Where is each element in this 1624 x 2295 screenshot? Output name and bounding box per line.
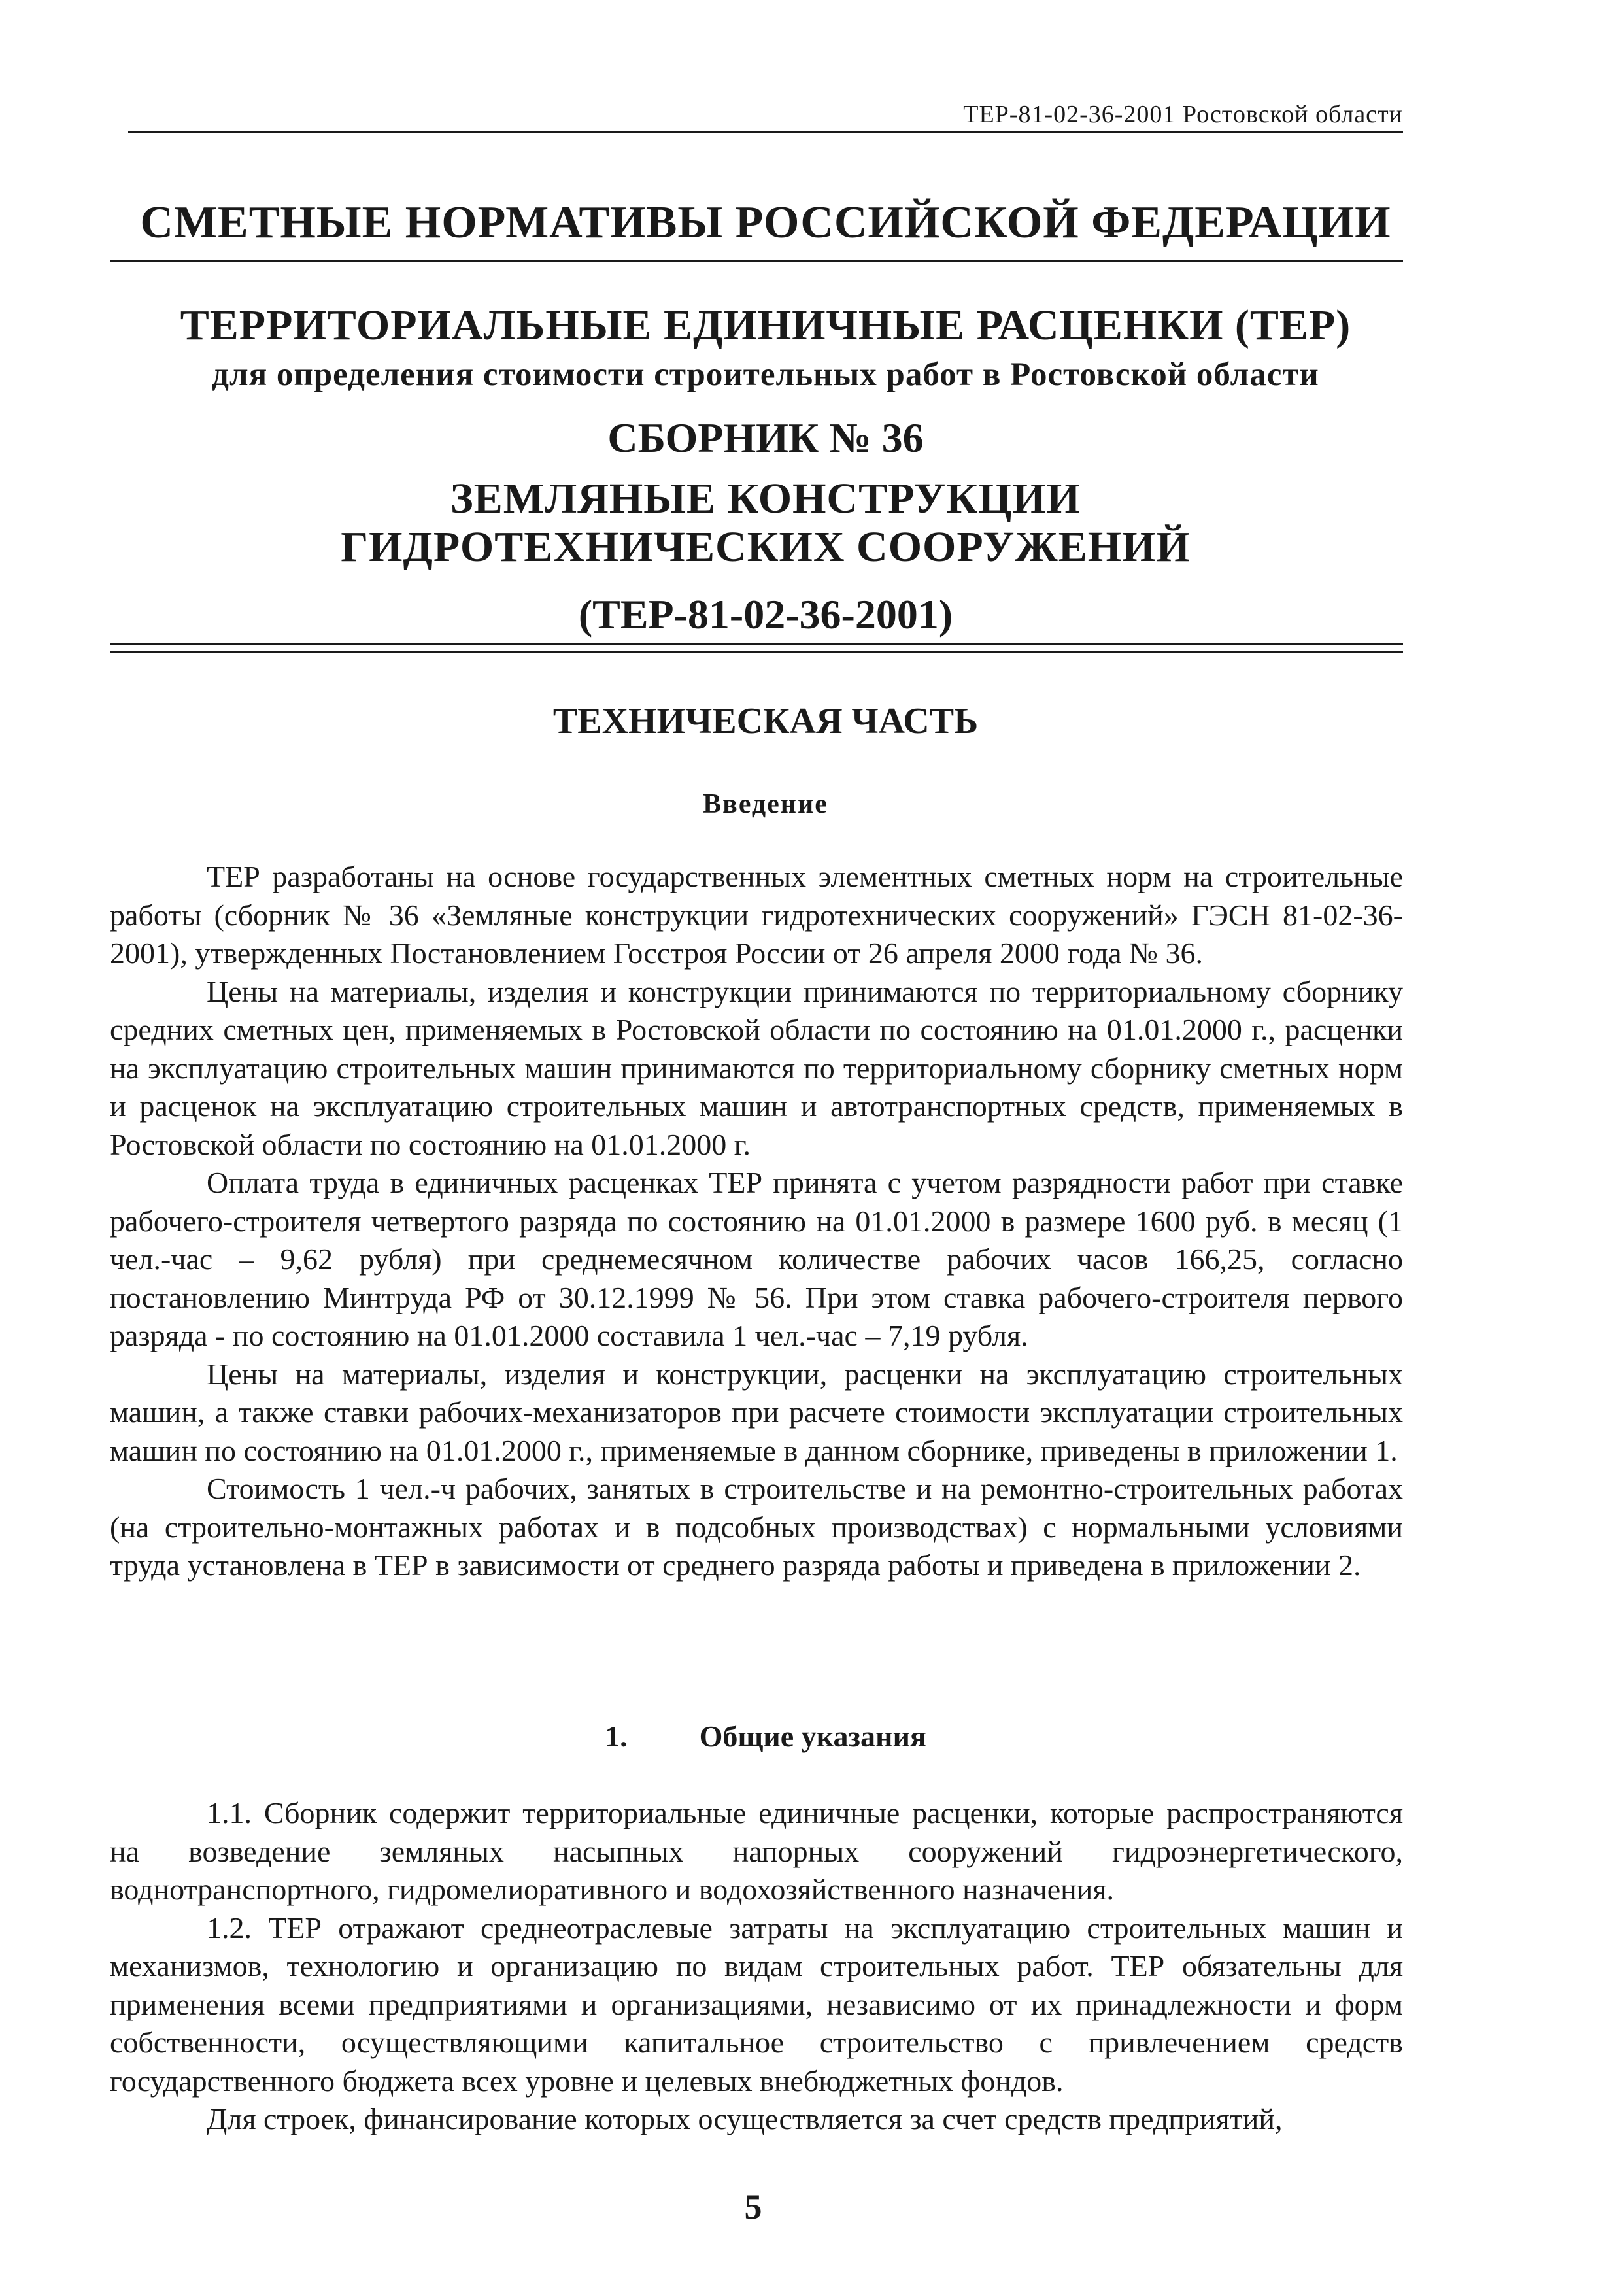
double-divider-top [110, 643, 1403, 645]
collection-title-line-1: ЗЕМЛЯНЫЕ КОНСТРУКЦИИ [450, 475, 1081, 522]
intro-paragraph: Оплата труда в единичных расценках ТЕР принята с учетом разрядности работ при ставке рабочего-строителя четвертого разряда по состоянию на 01.01.2000 в размере 1600 руб. в месяц (1 чел.-час – 9,62 рубля) при среднемесячном количестве рабочих часов 166,25, согласно постановлению Минтруда РФ от 30.12.1999 № 56. При этом ставка рабочего-строителя первого разряда - по состоянию на 01.01.2000 составила 1 чел.-час – 7,19 рубля. [110, 1166, 1403, 1352]
section-title: Общие указания [699, 1720, 926, 1753]
ter-subtitle: для определения стоимости строительных работ в Ростовской области [212, 356, 1319, 393]
intro-heading: Введение [703, 789, 828, 819]
general-paragraph: 1.2. ТЕР отражают среднеотраслевые затраты на эксплуатацию строительных машин и механизмов, технологию и организацию по видам строительных работ. ТЕР обязательны для применения всеми предприятиями и организациями, независимо от их принадлежности и форм собственности, осуществляющими капитальное строительство с привлечением средств государственного бюджета всех уровне и целевых внебюджетных фондов. [110, 1911, 1403, 2098]
technical-part-heading: ТЕХНИЧЕСКАЯ ЧАСТЬ [552, 701, 979, 741]
running-header-text: ТЕР-81-02-36-2001 Ростовской области [963, 101, 1403, 128]
general-paragraph: 1.1. Сборник содержит территориальные единичные расценки, которые распространяются на возведение земляных насыпных напорных сооружений гидроэнергетического, воднотранспортного, гидромелиоративного и водохозяйственного назначения. [110, 1796, 1403, 1906]
collection-number: СБОРНИК № 36 [607, 415, 924, 461]
general-paragraph: Для строек, финансирование которых осуществляется за счет средств предприятий, [207, 2102, 1283, 2135]
page-number: 5 [744, 2187, 762, 2226]
intro-paragraph: ТЕР разработаны на основе государственных элементных сметных норм на строительные работы (сборник № 36 «Земляные конструкции гидротехнических сооружений» ГЭСН 81-02-36-2001), утвержденных Постановлением Госстроя России от 26 апреля 2000 года № 36. [110, 860, 1403, 970]
intro-paragraph: Цены на материалы, изделия и конструкции, расценки на эксплуатацию строительных машин, а также ставки рабочих-механизаторов при расчете стоимости эксплуатации строительных машин по состоянию на 01.01.2000 г., применяемые в данном сборнике, приведены в приложении 1. [110, 1357, 1403, 1467]
intro-paragraph: Стоимость 1 чел.-ч рабочих, занятых в строительстве и на ремонтно-строительных работах (на строительно-монтажных работах и в подсобных производствах) с нормальными условиями труда установлена в ТЕР в зависимости от среднего разряда работы и приведена в приложении 2. [110, 1472, 1403, 1582]
intro-body [110, 858, 1403, 1585]
main-title: СМЕТНЫЕ НОРМАТИВЫ РОССИЙСКОЙ ФЕДЕРАЦИИ [140, 197, 1391, 248]
section-heading [128, 1717, 1403, 1756]
document-code: (ТЕР-81-02-36-2001) [578, 591, 953, 638]
title-divider [110, 260, 1403, 262]
double-divider-bottom [110, 651, 1403, 653]
running-header [128, 98, 1403, 133]
intro-paragraph: Цены на материалы, изделия и конструкции принимаются по территориальному сборнику средних сметных цен, применяемых в Ростовской области по состоянию на 01.01.2000 г., расценки на эксплуатацию строительных машин принимаются по территориальному сборнику сметных норм и расценок на эксплуатацию строительных машин и автотранспортных средств, применяемых в Ростовской области по состоянию на 01.01.2000 г. [110, 974, 1403, 1161]
section-number: 1. [605, 1720, 628, 1753]
ter-title: ТЕРРИТОРИАЛЬНЫЕ ЕДИНИЧНЫЕ РАСЦЕНКИ (ТЕР) [180, 301, 1351, 349]
collection-title-line-2: ГИДРОТЕХНИЧЕСКИХ СООРУЖЕНИЙ [341, 523, 1191, 571]
collection-title [128, 475, 1403, 571]
general-body [110, 1794, 1403, 2139]
